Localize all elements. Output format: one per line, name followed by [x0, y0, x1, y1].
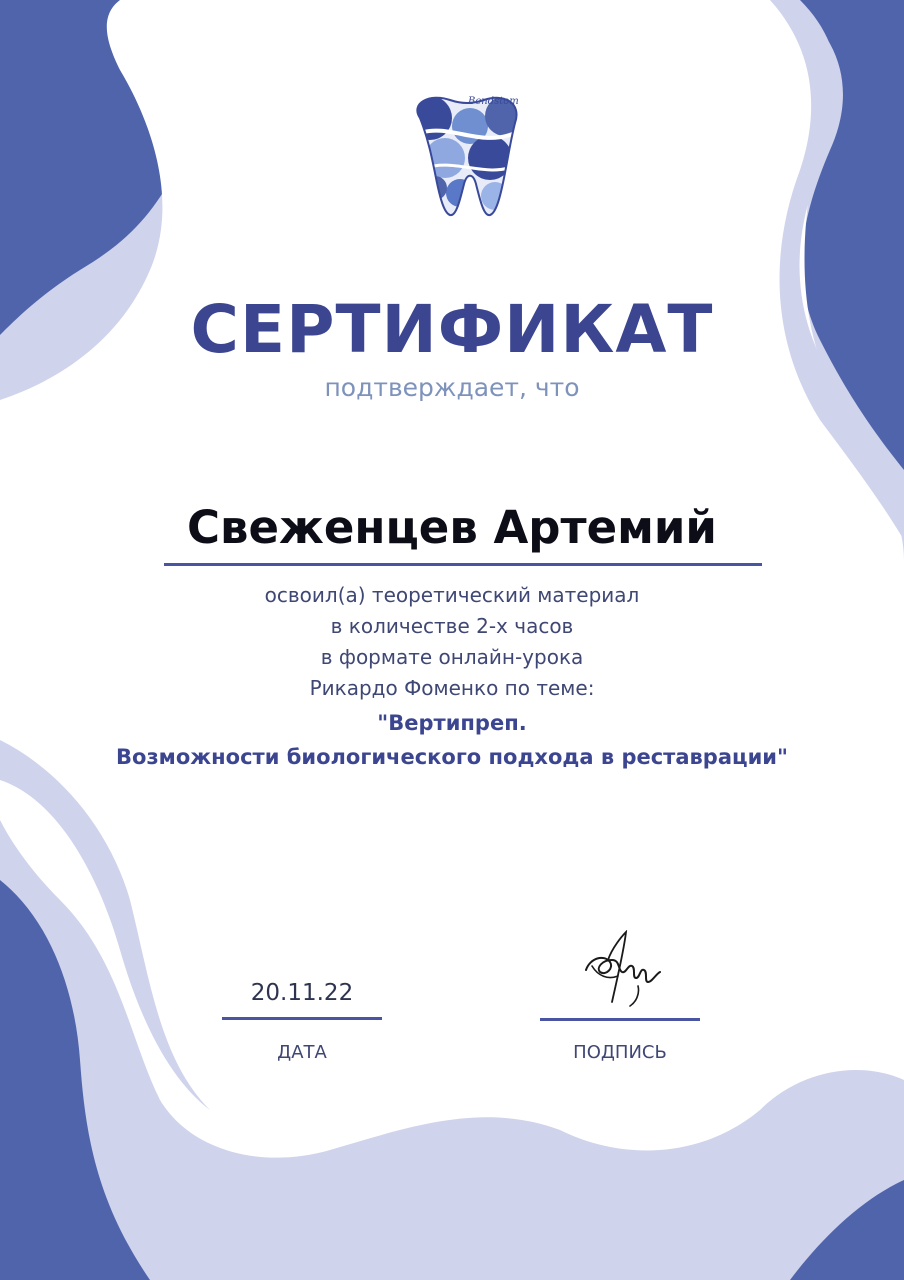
- signature: [578, 930, 668, 1012]
- body-line: в формате онлайн-урока: [320, 645, 584, 669]
- date-label: ДАТА: [277, 1042, 327, 1063]
- body-line: освоил(а) теоретический материал: [264, 583, 640, 607]
- body-line: Рикардо Фоменко по теме:: [309, 676, 595, 700]
- recipient-underline: [164, 563, 762, 566]
- course-topic: [0, 706, 904, 774]
- signature-underline: [540, 1018, 700, 1021]
- certificate-body: [0, 580, 904, 704]
- recipient-name: Свеженцев Артемий: [187, 501, 717, 554]
- certificate-title: СЕРТИФИКАТ: [190, 291, 714, 368]
- body-line: в количестве 2-х часов: [330, 614, 574, 638]
- topic-line: "Вертипреп.: [377, 711, 527, 735]
- certificate-subtitle: подтверждает, что: [324, 373, 580, 402]
- signature-label: ПОДПИСЬ: [573, 1042, 667, 1063]
- logo-brand-text: Bendstom: [468, 96, 519, 107]
- tooth-icon: [400, 88, 540, 223]
- date-value: 20.11.22: [250, 980, 354, 1006]
- date-underline: [222, 1017, 382, 1020]
- topic-line: Возможности биологического подхода в реставрации": [116, 745, 788, 769]
